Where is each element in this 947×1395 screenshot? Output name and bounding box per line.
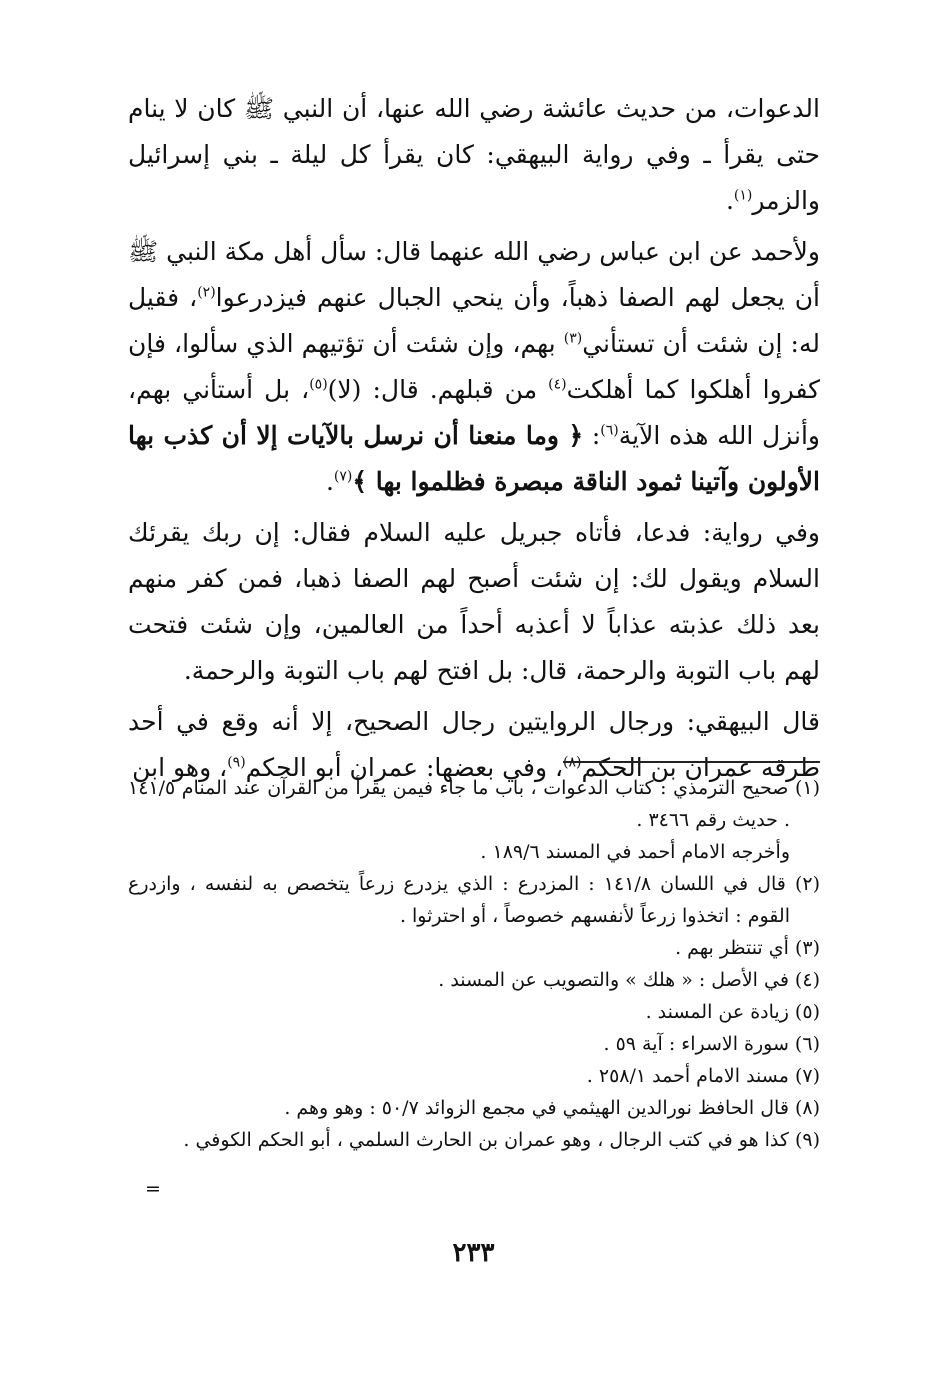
footnote-8: (٨) قال الحافظ نورالدين الهيثمي في مجمع الزوائد ٥٠/٧ : وهو وهم . [284,1097,820,1119]
footnote-ref-8: (٨) [563,754,582,771]
paragraph-2-text-b: ، فقيل له: إن شئت أن تستأني [128,283,820,358]
footnote-7: (٧) مسند الامام أحمد ٢٥٨/١ . [586,1065,820,1087]
paragraph-1-text: الدعوات، من حديث عائشة رضي الله عنها، أن النبي ﷺ كان لا ينام حتى يقرأ ـ وفي رواية البيهقي: كان يقرأ كل ليلة ـ بني إسرائيل والزمر [128,94,820,215]
footnotes [128,772,820,1156]
footnote-ref-3: (٣) [563,330,583,347]
paragraph-1-end: . [725,186,734,215]
footnote-ref-4: (٤) [548,376,567,393]
paragraph-4-text-b: ، وفي بعضها: عمران أبو الحكم [245,753,564,782]
paragraph-3: وفي رواية: فدعا، فأتاه جبريل عليه السلام فقال: إن ربك يقرئك السلام ويقول لك: إن شئت أصبح لهم الصفا ذهبا، فمن كفر منهم بعد ذلك عذبته عذاباً لا أعذبه أحداً من العالمين، وإن شئت فتحت لهم باب التوبة والرحمة، قال: بل افتح لهم باب التوبة والرحمة. [128,518,820,685]
footnote-5: (٥) زيادة عن المسند . [645,1001,820,1023]
page-number: ٢٣٣ [452,1238,495,1268]
quran-verse: ﴿ وما منعنا أن نرسل بالآيات إلا أن كذب بها الأولون وآتينا ثمود الناقة مبصرة فظلموا بها ﴾ [128,421,820,496]
footnote-ref-1: (١) [733,187,753,204]
footnote-4: (٤) في الأصل : « هلك » والتصويب عن المسند . [438,969,820,991]
paragraph-2-text-c: بهم، وإن شئت أن تؤتيهم الذي سألوا، فإن كفروا أهلكوا كما أهلكت [128,329,820,404]
paragraph-1 [128,86,820,224]
footnote-6: (٦) سورة الاسراء : آية ٥٩ . [603,1033,820,1055]
footnote-continuation-marker: = [145,1178,161,1200]
footnote-ref-6: (٦) [600,422,619,439]
paragraph-4-text-a: قال البيهقي: ورجال الروايتين رجال الصحيح، إلا أنه وقع في أحد طرقه عمران بن الحكم [128,707,821,782]
footnote-separator [563,761,820,763]
paragraph-2-text-d: من قبلهم. قال: (لا) [327,375,549,404]
footnote-2: (٢) قال في اللسان ١٤١/٨ : المزدرع : الذي يزدرع زرعاً يتخصص به لنفسه ، وازدرع القوم : اتخذوا زرعاً لأنفسهم خصوصاً ، أو احترثوا . [128,873,821,927]
main-text [128,86,820,791]
paragraph-4-end: ، وهو ابن [132,753,228,782]
footnote-ref-7: (٧) [333,468,353,485]
footnote-ref-9: (٩) [227,754,246,771]
footnote-9: (٩) كذا هو في كتب الرجال ، وهو عمران بن الحارث السلمي ، أبو الحكم الكوفي . [183,1129,820,1151]
paragraph-2-text-f: : [583,421,601,450]
footnote-ref-2: (٢) [197,284,216,301]
footnote-1-continued: وأخرجه الامام أحمد في المسند ١٨٩/٦ . [480,841,790,863]
footnote-ref-5: (٥) [309,376,328,393]
paragraph-2 [128,229,820,505]
paragraph-2-text-e: ، بل أستأني بهم، وأنزل الله هذه الآية [128,375,820,450]
footnote-1: (١) صحيح الترمذي : كتاب الدعوات ، باب ما جاء فيمن يقرأ من القرآن عند المنام ١٤١/٥ . حديث رقم ٣٤٦٦ . [128,777,820,831]
paragraph-2-text-a: ولأحمد عن ابن عباس رضي الله عنهما قال: سأل أهل مكة النبي ﷺ أن يجعل لهم الصفا ذهباً، وأن ينحي الجبال عنهم فيزدرعوا [128,237,820,312]
footnote-3: (٣) أي تنتظر بهم . [675,937,820,959]
paragraph-2-end: . [325,467,334,496]
